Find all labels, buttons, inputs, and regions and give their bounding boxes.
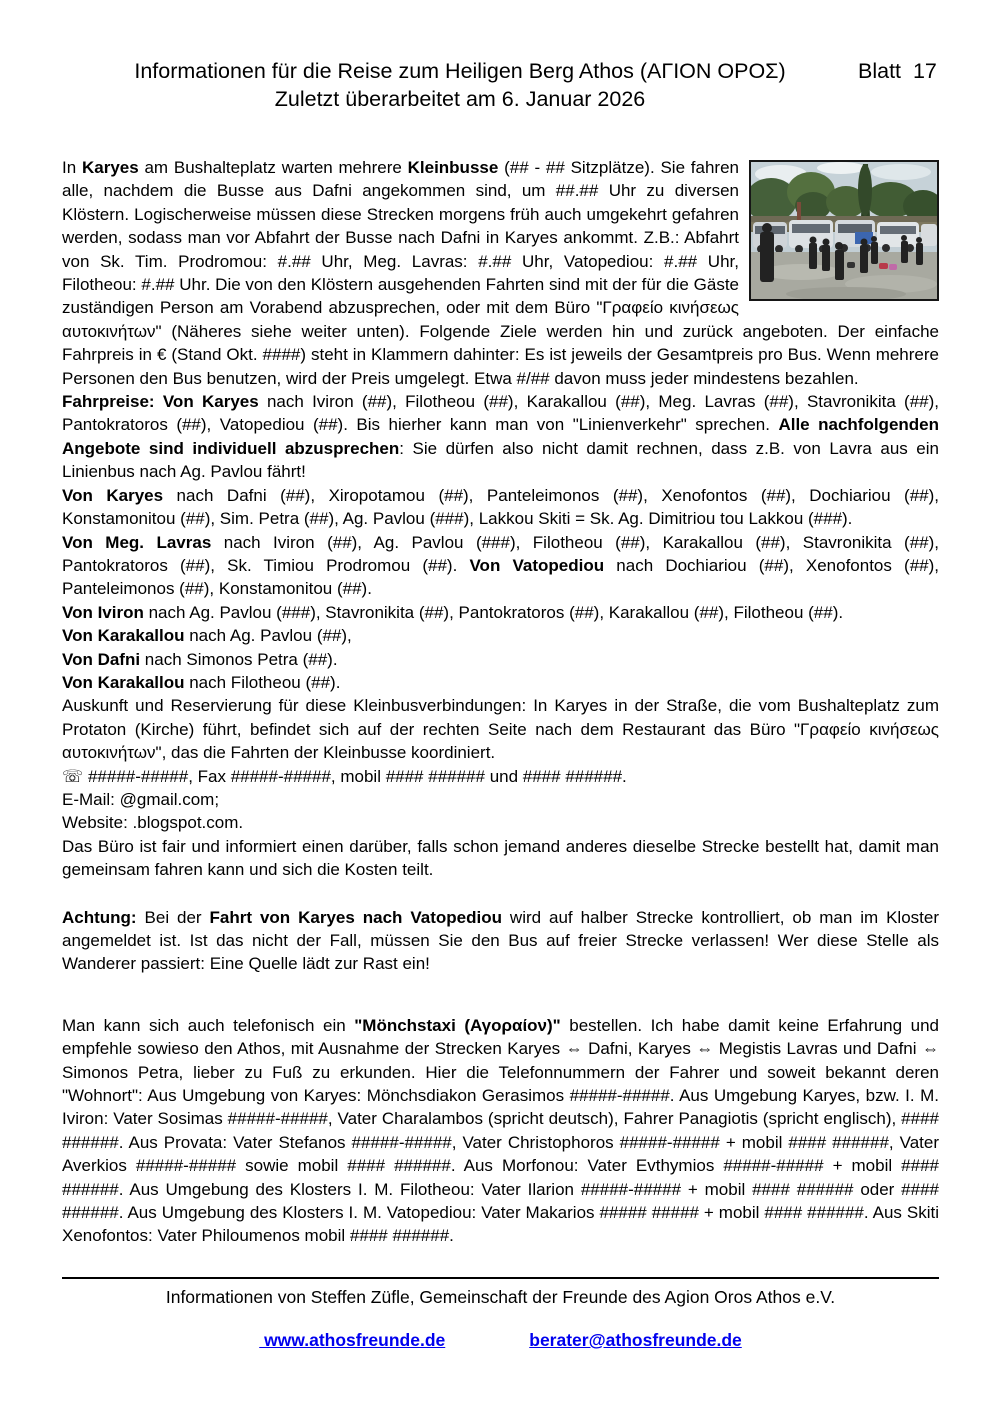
von-dafni-paragraph: Von Dafni nach Simonos Petra (##). — [62, 649, 338, 669]
von-karakallou-filotheou-paragraph: Von Karakallou nach Filotheou (##). — [62, 672, 341, 692]
auskunft-paragraph: Auskunft und Reservierung für diese Kleinbusverbindungen: In Karyes in der Straße, die vom Bushalteplatz zum Protaton (Kirche) führt, befindet sich auf der rechten Seite nach dem Restaurant das Büro "Γραφείο κινήσεως αυτοκινήτων", das die Fahrten der Kleinbusse koordiniert. — [62, 696, 939, 763]
document-footer — [62, 1277, 939, 1351]
von-karakallou-pavlou-paragraph: Von Karakallou nach Ag. Pavlou (##), — [62, 626, 352, 646]
footer-note: Informationen von Steffen Züfle, Gemeinschaft der Freunde des Agion Oros Athos e.V. — [165, 1287, 836, 1307]
footer-links — [62, 1330, 939, 1351]
page-title: Informationen für die Reise zum Heiligen Berg Athos (ΑΓΙΟΝ ΟΡΟΣ) — [134, 59, 786, 83]
karyes-bus-stop-photo — [749, 160, 939, 301]
von-meg-lavras-paragraph: Von Meg. Lavras nach Iviron (##), Ag. Pavlou (###), Filotheou (##), Karakallou (##), Stavronikita (##), Pantokratoros (##), Sk. Timiou Prodromou (##). Von Vatopediou nach Dochiariou (##), Xenofontos (##), Panteleimonos (##), Konstamonitou (##). — [62, 532, 940, 599]
moenchstaxi-paragraph: Man kann sich auch telefonisch ein "Mönchstaxi (Αγοραίον)" bestellen. Ich habe damit keine Erfahrung und empfehle sowieso den Athos, mit Ausnahme der Strecken Karyes ⇔ Dafni, Karyes ⇔ Megistis Lavras und Dafni ⇔ Simonos Petra, lieber zu Fuß zu erkunden. Hier die Telefonnummern der Fahrer und soweit bekannt deren "Wohnort": Aus Umgebung von Karyes: Mönchsdiakon Gerasimos #####-#####. Aus Umgebung Karyes, bzw. I. M. Iviron: Vater Sosimas #####-#####, Vater Charalambos (spricht deutsch), Fahrer Panagiotis (spricht englisch), #### ######. Aus Provata: Vater Stefanos #####-#####, Vater Christophoros #####-##### + mobil #### ######, Vater Averkios #####-##### sowie mobil #### ######. Aus Morfonou: Vater Evthymios #####-##### + mobil #### ######. Aus Umgebung des Klosters I. M. Filotheou: Vater Ilarion #####-##### + mobil #### ###### oder #### ######. Aus Umgebung des Klosters I. M. Vatopediou: Vater Makarios ##### ##### + mobil #### ######. Aus Skiti Xenofontos: Vater Philoumenos mobil #### ######. — [62, 1015, 939, 1246]
von-karyes-paragraph: Von Karyes nach Dafni (##), Xiropotamou (##), Panteleimonos (##), Xenofontos (##), Dochiariou (##), Konstamonitou (##), Sim. Petra (##), Ag. Pavlou (###), Lakkou Skiti = Sk. Ag. Dimitriou tou Lakkou (###). — [62, 485, 940, 529]
achtung-paragraph: Achtung: Bei der Fahrt von Karyes nach Vatopediou wird auf halber Strecke kontrolliert, ob man im Kloster angemeldet ist. Ist das nicht der Fall, müssen Sie den Bus auf freier Strecke verlassen! Wer diese Stelle als Wanderer passiert: Eine Quelle lädt zur Rast ein! — [62, 907, 940, 974]
buero-phone-line: ☏ #####-#####, Fax #####-#####, mobil #### ###### und #### ######. — [62, 766, 627, 786]
document-header — [0, 57, 937, 113]
document-body — [62, 156, 939, 1248]
buero-email-line: E-Mail: @gmail.com; — [62, 789, 220, 809]
athosfreunde-website-link[interactable]: www.athosfreunde.de — [259, 1330, 446, 1350]
berater-email-link[interactable]: berater@athosfreunde.de — [529, 1330, 742, 1350]
intro-paragraph: In Karyes am Bushalteplatz warten mehrere Kleinbusse (## - ## Sitzplätze). Sie fahren alle, nachdem die Busse aus Dafni angekommen sind, um ##.## Uhr zu diversen Klöstern. Logischerweise müssen diese Strecken morgens früh auch umgekehrt gefahren werden, sodass man vor Abfahrt der Busse nach Dafni in Karyes ankommt. Z.B.: Abfahrt von Sk. Tim. Prodromou: #.## Uhr, Meg. Lavras: #.## Uhr, Vatopediou: #.## Uhr, Filotheou: #.## Uhr. Die von den Klöstern ausgehenden Fahrten sind mit der für die Gäste zuständigen Person am Vorabend abzusprechen, oder mit dem Büro "Γραφείο κινήσεως αυτοκινήτων" (Näheres siehe weiter unten). Folgende Ziele werden hin und zurück angeboten. Der einfache Fahrpreis in € (Stand Okt. ####) steht in Klammern dahinter: Es ist jeweils der Gesamtpreis pro Bus. Wenn mehrere Personen den Bus benutzen, wird der Preis umgelegt. Etwa #/## davon muss jeder mindestens bezahlen. — [62, 158, 939, 388]
sheet-number: Blatt 17 — [858, 59, 937, 83]
buero-fair-paragraph: Das Büro ist fair und informiert einen darüber, falls schon jemand anderes dieselbe Strecke bestellt hat, damit man gemeinsam fahren kann und sich die Kosten teilt. — [62, 836, 939, 880]
buero-website-line: Website: .blogspot.com. — [62, 813, 244, 833]
revision-date: Zuletzt überarbeitet am 6. Januar 2026 — [274, 87, 646, 111]
bus-stop-photo-illustration — [751, 162, 937, 299]
von-iviron-paragraph: Von Iviron nach Ag. Pavlou (###), Stavronikita (##), Pantokratoros (##), Karakallou (##), Filotheou (##). — [62, 602, 844, 622]
fahrpreise-paragraph: Fahrpreise: Von Karyes nach Iviron (##), Filotheou (##), Karakallou (##), Meg. Lavras (##), Stavronikita (##), Pantokratoros (##), Vatopediou (##). Bis hierher kann man von "Linienverkehr" sprechen. Alle nachfolgenden Angebote sind individuell abzusprechen: Sie dürfen also nicht damit rechnen, dass z.B. von Lavra aus ein Linienbus nach Ag. Pavlou fährt! — [62, 392, 940, 482]
